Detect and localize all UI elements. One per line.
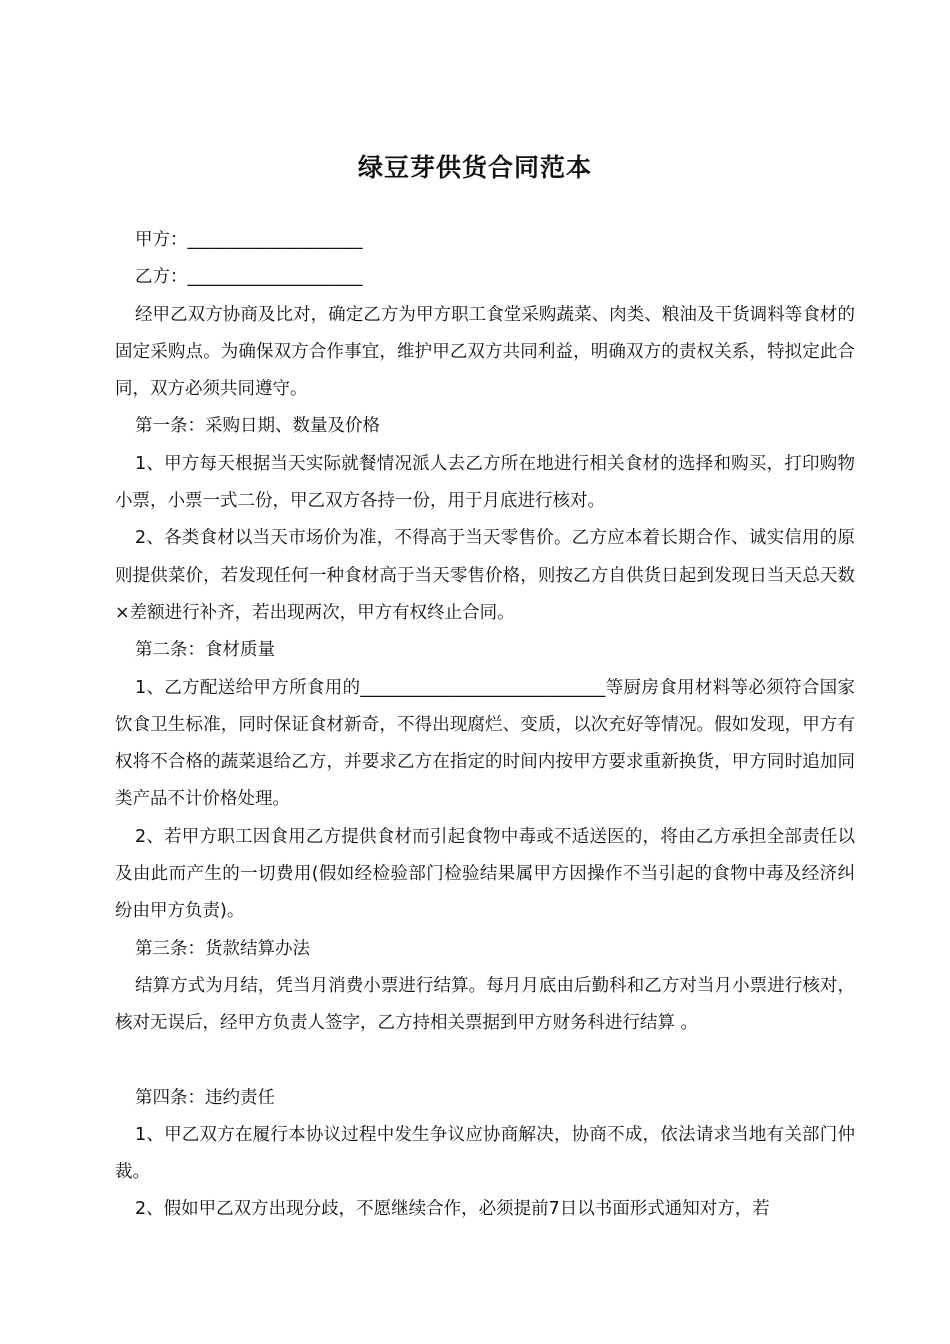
article-4-clause-1: 1、甲乙双方在履行本协议过程中发生争议应协商解决，协商不成，依法请求当地有关部门仲裁。 <box>115 1124 855 1183</box>
article-2-clause-2: 2、若甲方职工因食用乙方提供食材而引起食物中毒或不适送医的，将由乙方承担全部责任以及由此而产生的一切费用(假如经检验部门检验结果属甲方因操作不当引起的食物中毒及经济纠纷由甲方负责)。 <box>115 826 855 922</box>
article-1-clause-2: 2、各类食材以当天市场价为准，不得高于当天零售价。乙方应本着长期合作、诚实信用的原则提供菜价，若发现任何一种食材高于当天零售价格，则按乙方自供货日起到发现日当天总天数×差额进行补齐，若出现两次，甲方有权终止合同。 <box>115 528 855 623</box>
document-body <box>115 222 855 1229</box>
document-title: 绿豆芽供货合同范本 <box>357 152 592 182</box>
article-1-clause-1: 1、甲方每天根据当天实际就餐情况派人去乙方所在地进行相关食材的选择和购买，打印购物小票，小票一式二份，甲乙双方各持一份，用于月底进行核对。 <box>115 453 855 512</box>
article-4-clause-2: 2、假如甲乙双方出现分歧，不愿继续合作，必须提前7日以书面形式通知对方，若 <box>135 1199 770 1220</box>
article-1-heading: 第一条：采购日期、数量及价格 <box>135 416 380 437</box>
article-3-body: 结算方式为月结，凭当月消费小票进行结算。每月月底由后勤科和乙方对当月小票进行核对，核对无误后，经甲方负责人签字，乙方持相关票据到甲方财务科进行结算 。 <box>115 975 855 1034</box>
preamble-paragraph: 经甲乙双方协商及比对，确定乙方为甲方职工食堂采购蔬菜、肉类、粮油及干货调料等食材的固定采购点。为确保双方合作事宜，维护甲乙双方共同利益，明确双方的责权关系，特拟定此合同，双方必须共同遵守。 <box>115 304 855 400</box>
article-3-heading: 第三条：货款结算办法 <box>135 938 310 959</box>
article-2-heading: 第二条：食材质量 <box>135 640 275 661</box>
party-a-line: 甲方：____________________ <box>135 230 363 250</box>
party-b-line: 乙方：____________________ <box>135 267 363 288</box>
article-4-heading: 第四条：违约责任 <box>135 1087 275 1108</box>
paragraph-spacer <box>115 1043 855 1080</box>
article-2-clause-1: 1、乙方配送给甲方所食用的____________________________等厨房食用材料等必须符合国家饮食卫生标准，同时保证食材新奇，不得出现腐烂、变质，以次充好等情况。假如发现，甲方有权将不合格的蔬菜退给乙方，并要求乙方在指定的时间内按甲方要求重新换货，甲方同时追加同类产品不计价格处理。 <box>115 677 855 810</box>
